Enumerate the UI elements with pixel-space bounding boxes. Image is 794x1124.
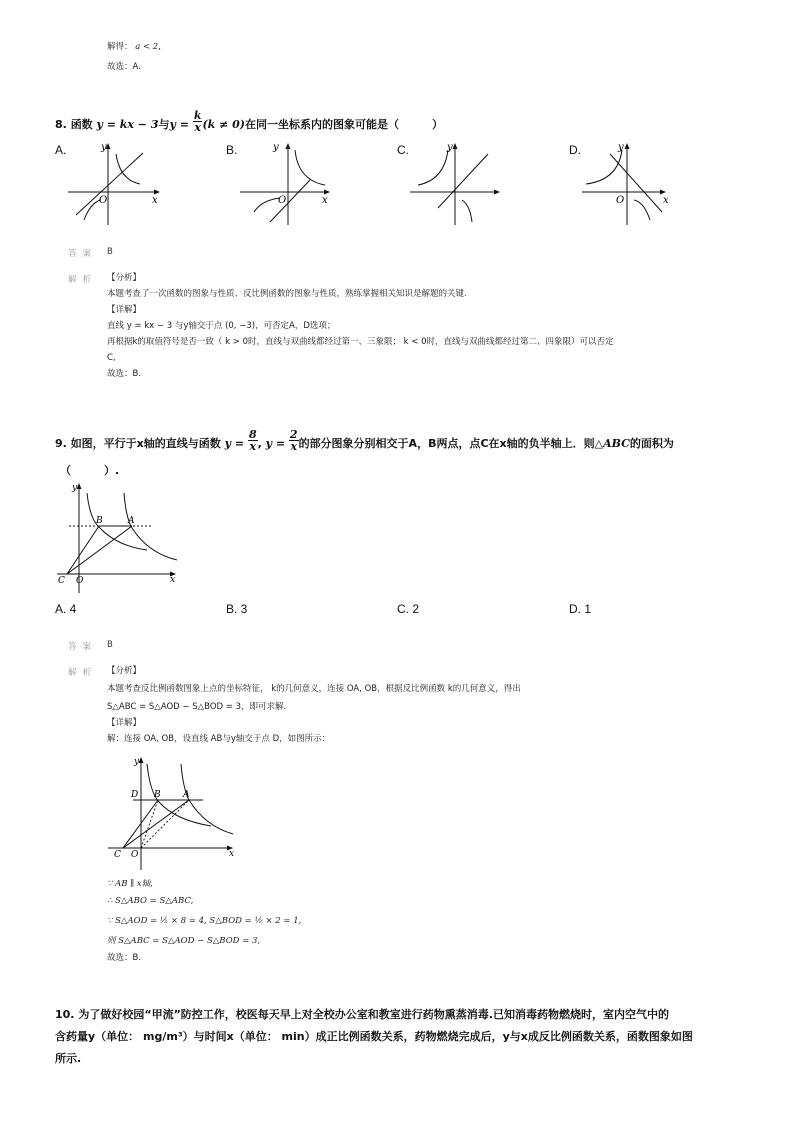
q8-answer: B <box>107 247 113 257</box>
q8-option-b[interactable]: B. <box>226 143 238 157</box>
q7-solve-label: 解得： <box>107 42 133 52</box>
q9-step-1: ∵ AB ∥ x轴, <box>107 879 153 889</box>
q9-analysis-tag: 解析 <box>68 668 98 678</box>
q8-frac-num: k <box>193 108 202 122</box>
q8a-x-label: x <box>152 195 158 206</box>
q8-number: 8. <box>55 118 67 131</box>
q8-analysis-head: 【分析】 <box>107 273 142 283</box>
q9-sol-o: O <box>131 850 139 860</box>
q9-text-c: 的面积为 <box>629 437 674 450</box>
q10-line-2: 含药量y（单位： mg/m³）与时间x（单位： min）成正比例函数关系，药物燃烧完成后，y与x成反比例函数关系，函数图象如图 <box>55 1030 693 1043</box>
q8b-y-label: y <box>273 142 279 153</box>
q8-graph-c <box>410 140 510 225</box>
q9-sol-x: x <box>229 849 235 859</box>
q7-solve-end: , <box>158 42 161 52</box>
q8-expr2-cond: (k ≠ 0) <box>202 118 245 131</box>
q9-blank: （ ）. <box>60 464 120 477</box>
q9-text-a: 如图，平行于x轴的直线与函数 <box>70 437 221 450</box>
q7-solve-expr: a < 2 <box>135 42 159 52</box>
q9-fig-x: x <box>170 575 176 585</box>
q9-solution-figure <box>103 752 243 870</box>
q9-choose: 故选：B. <box>107 953 142 963</box>
q8a-o-label: O <box>99 195 108 206</box>
q8-fraction <box>193 110 203 133</box>
q9-step-3: ∵ S△AOD = ½ × 8 = 4, S△BOD = ½ × 2 = 1, <box>107 916 302 926</box>
q9-sol-a: A <box>183 790 190 800</box>
q9-fig-a: A <box>128 516 135 526</box>
q9-option-d[interactable]: D. 1 <box>569 602 592 616</box>
q8-frac-den: x <box>194 120 201 134</box>
q9-option-b[interactable]: B. 3 <box>226 602 248 616</box>
q8-expr2-lhs: y = <box>169 118 189 131</box>
q8-option-d[interactable]: D. <box>569 143 581 157</box>
q8b-o-label: O <box>278 195 287 206</box>
q9-fig-b: B <box>96 516 103 526</box>
q9-f2-den: x <box>290 439 298 453</box>
q10-line-3: 所示. <box>55 1052 82 1065</box>
q8-option-a[interactable]: A. <box>55 143 67 157</box>
q9-y-eq-1: y = <box>224 437 245 450</box>
q8-choose: 故选：B. <box>107 369 142 379</box>
q9-fig-c: C <box>58 576 65 586</box>
q9-fraction-1 <box>248 429 258 452</box>
q9-steps <box>107 877 747 965</box>
q8-stem <box>55 108 443 134</box>
q8d-o-label: O <box>616 195 625 206</box>
q9-y-eq-2: y = <box>265 437 286 450</box>
q8-detail-2: 再根据k的取值符号是否一致（ k > 0时，直线与双曲线都经过第一、三象限； k < 0时，直线与双曲线都经过第二、四象限）可以否定 <box>107 337 614 347</box>
q9-analysis-head: 【分析】 <box>107 666 142 676</box>
q8-detail-3: C, <box>107 353 116 363</box>
q10-stem <box>55 1007 745 1067</box>
q9-text-b: 的部分图象分别相交于A，B两点，点C在x轴的负半轴上．则 <box>298 437 595 450</box>
q9-f1-num: 8 <box>248 427 257 441</box>
q8c-y-label: y <box>447 142 453 153</box>
q9-answer-tag: 答案 <box>68 642 98 652</box>
q9-figure <box>52 478 187 593</box>
q9-step-2: ∴ S△ABO = S△ABC, <box>107 896 194 906</box>
q10-text-1: 为了做好校园“甲流”防控工作，校医每天早上对全校办公室和教室进行药物熏蒸消毒.已知消毒药物燃烧时，室内空气中的 <box>78 1008 669 1021</box>
q10-number: 10. <box>55 1008 75 1021</box>
q8-graph-b <box>240 140 340 225</box>
q9-f2-num: 2 <box>289 427 298 441</box>
q8d-x-label: x <box>663 195 669 206</box>
q9-fig-y: y <box>72 483 78 493</box>
q9-sol-b: B <box>154 790 161 800</box>
q8d-y-label: y <box>618 142 624 153</box>
q9-step-4: 则 S△ABC = S△AOD − S△BOD = 3, <box>107 936 261 946</box>
q8-graph-a <box>68 140 168 225</box>
q8-text-c: 在同一坐标系内的图象可能是（ ） <box>245 118 443 131</box>
q8-analysis <box>107 271 747 381</box>
q9-triangle: △ABC <box>594 437 630 450</box>
q7-solve-line <box>107 40 161 54</box>
q9-detail-1: 解：连接 OA, OB，设直线 AB与y轴交于点 D，如图所示： <box>107 734 331 744</box>
q8-expr1: y = kx − 3 <box>96 118 159 131</box>
q9-f1-den: x <box>249 439 257 453</box>
q8-detail-1: 直线 y = kx − 3 与y轴交于点 (0, −3)，可否定A，D选项； <box>107 321 336 331</box>
q8-graph-d <box>582 140 682 225</box>
q8-analysis-body: 本题考查了一次函数的图象与性质、反比例函数的图象与性质，熟练掌握相关知识是解题的关键. <box>107 289 467 299</box>
q7-choose: 故选：A. <box>107 62 141 72</box>
q8b-x-label: x <box>322 195 328 206</box>
q9-fraction-2 <box>289 429 299 452</box>
q9-analysis-body: 本题考查反比例函数图象上点的坐标特征， k的几何意义，连接 OA, OB，根据反比例函数 k的几何意义，得出 <box>107 684 521 694</box>
q10-line-1 <box>55 1007 745 1023</box>
q9-detail-head: 【详解】 <box>107 718 142 728</box>
q9-fig-o: O <box>76 576 84 586</box>
q9-sol-d: D <box>131 790 139 800</box>
q9-option-c[interactable]: C. 2 <box>397 602 420 616</box>
q8-detail-head: 【详解】 <box>107 305 142 315</box>
q9-stem: 9. 如图，平行于x轴的直线与函数 y = $\frac{8}{x}$ , y = $\frac{2}{x}$ 的部分图象分别相交于A，B两点，点C在x轴的负半轴上．则△ABC的面积为 <box>55 427 674 453</box>
q9-analysis <box>107 664 747 746</box>
q8-option-c[interactable]: C. <box>397 143 409 157</box>
q9-sol-c: C <box>114 850 121 860</box>
q9-answer: B <box>107 640 113 650</box>
q9-number: 9. <box>55 437 67 450</box>
q8-text-a: 函数 <box>70 118 93 131</box>
q8-text-b: 与 <box>158 118 170 131</box>
q9-sol-y: y <box>134 757 140 767</box>
q9-analysis-eq: S△ABC = S△AOD − S△BOD = 3，即可求解. <box>107 702 287 712</box>
q8-answer-tag: 答案 <box>68 249 98 259</box>
q8a-y-label: y <box>101 142 107 153</box>
q9-option-a[interactable]: A. 4 <box>55 602 77 616</box>
q8-analysis-tag: 解析 <box>68 275 98 285</box>
